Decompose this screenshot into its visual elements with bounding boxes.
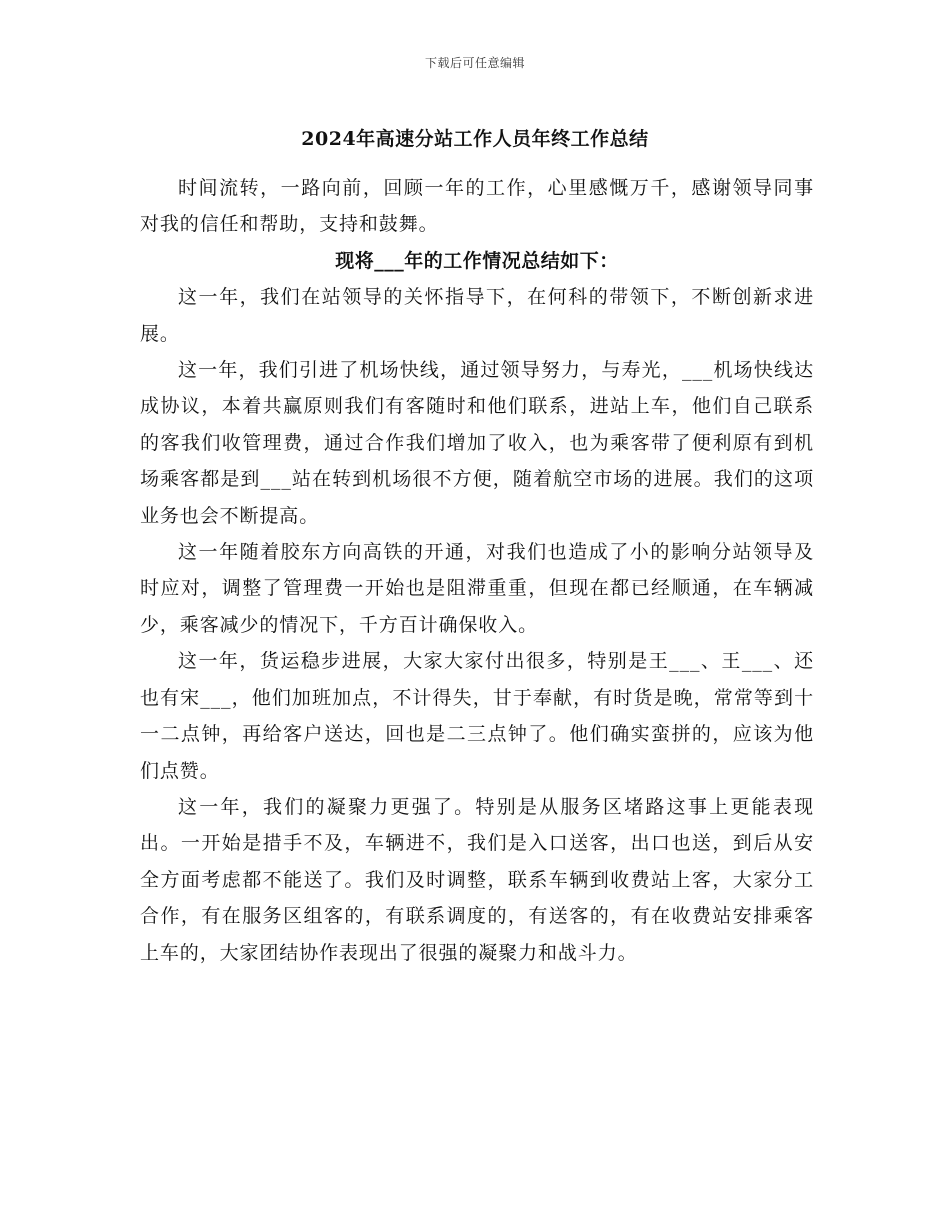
body-paragraph: 这一年随着胶东方向高铁的开通，对我们也造成了小的影响分站领导及时应对，调整了管理费一开始也是阻滞重重，但现在都已经顺通，在车辆减少，乘客减少的情况下，千方百计确保收入。 xyxy=(140,541,814,636)
section-heading: 现将___年的工作情况总结如下： xyxy=(335,249,619,272)
header-note: 下载后可任意编辑 xyxy=(424,56,525,70)
body-paragraph: 这一年，我们的凝聚力更强了。特别是从服务区堵路这事上更能表现出。一开始是措手不及，车辆进不，我们是入口送客，出口也送，到后从安全方面考虑都不能送了。我们及时调整，联系车辆到收费站上客，大家分工合作，有在服务区组客的，有联系调度的，有送客的，有在收费站安排乘客上车的，大家团结协作表现出了很强的凝聚力和战斗力。 xyxy=(140,795,814,964)
intro-paragraph: 时间流转，一路向前，回顾一年的工作，心里感慨万千，感谢领导同事对我的信任和帮助，支持和鼓舞。 xyxy=(140,177,814,236)
body-paragraph: 这一年，我们在站领导的关怀指导下，在何科的带领下，不断创新求进展。 xyxy=(140,286,814,345)
body-paragraph: 这一年，货运稳步进展，大家大家付出很多，特别是王___、王___、还也有宋___，他们加班加点，不计得失，甘于奉献，有时货是晚，常常等到十一二点钟，再给客户送达，回也是二三点钟了。他们确实蛮拼的，应该为他们点赞。 xyxy=(140,650,814,782)
document-body xyxy=(140,170,814,971)
document-title: 2024年高速分站工作人员年终工作总结 xyxy=(301,128,649,150)
body-paragraph: 这一年，我们引进了机场快线，通过领导努力，与寿光，___机场快线达成协议，本着共赢原则我们有客随时和他们联系，进站上车，他们自己联系的客我们收管理费，通过合作我们增加了收入，也为乘客带了便利原有到机场乘客都是到___站在转到机场很不方便，随着航空市场的进展。我们的这项业务也会不断提高。 xyxy=(140,359,814,527)
